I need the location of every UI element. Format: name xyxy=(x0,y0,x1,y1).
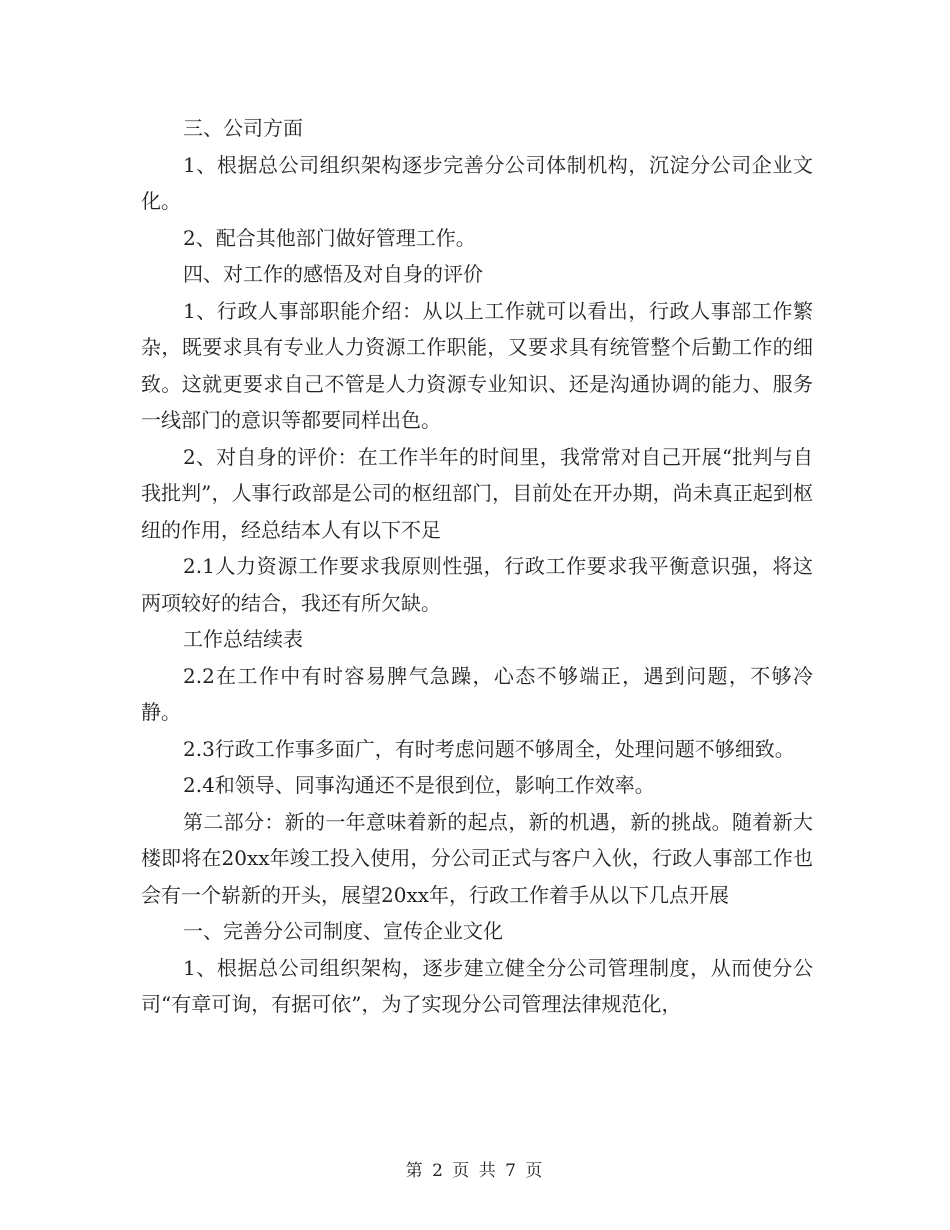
paragraph: 1、行政人事部职能介绍：从以上工作就可以看出，行政人事部工作繁杂，既要求具有专业人力资源工作职能，又要求具有统管整个后勤工作的细致。这就更要求自己不管是人力资源专业知识、还是沟通协调的能力、服务一线部门的意识等都要同样出色。 xyxy=(141,298,813,432)
page-number-footer: 第 2 页 共 7 页 xyxy=(405,1161,545,1181)
paragraph: 1、根据总公司组织架构逐步完善分公司体制机构，沉淀分公司企业文化。 xyxy=(141,152,813,213)
paragraph: 2.3行政工作事多面广，有时考虑问题不够周全，处理问题不够细致。 xyxy=(183,736,795,761)
section-heading: 一、完善分公司制度、宣传企业文化 xyxy=(183,919,503,943)
paragraph: 2.4和领导、同事沟通还不是很到位，影响工作效率。 xyxy=(183,773,655,797)
paragraph: 2、对自身的评价：在工作半年的时间里，我常常对自己开展“批判与自我批判”，人事行政部是公司的枢纽部门，目前处在开办期，尚未真正起到枢纽的作用，经总结本人有以下不足 xyxy=(141,444,813,542)
paragraph: 1、根据总公司组织架构，逐步建立健全分公司管理制度，从而使分公司“有章可询，有据可依”，为了实现分公司管理法律规范化， xyxy=(141,955,813,1016)
section-heading: 四、对工作的感悟及对自身的评价 xyxy=(183,262,483,286)
paragraph: 2.1人力资源工作要求我原则性强，行政工作要求我平衡意识强，将这两项较好的结合，我还有所欠缺。 xyxy=(141,554,813,615)
paragraph: 2、配合其他部门做好管理工作。 xyxy=(183,225,476,250)
section-heading: 三、公司方面 xyxy=(183,116,303,140)
document-body xyxy=(141,110,813,1023)
paragraph: 第二部分：新的一年意味着新的起点，新的机遇，新的挑战。随着新大楼即将在20xx年竣工投入使用，分公司正式与客户入伙，行政人事部工作也会有一个崭新的开头，展望20xx年，行政工作着手从以下几点开展 xyxy=(141,809,813,907)
paragraph: 2.2在工作中有时容易脾气急躁，心态不够端正，遇到问题，不够冷静。 xyxy=(141,663,813,724)
table-continuation-heading: 工作总结续表 xyxy=(183,627,303,651)
